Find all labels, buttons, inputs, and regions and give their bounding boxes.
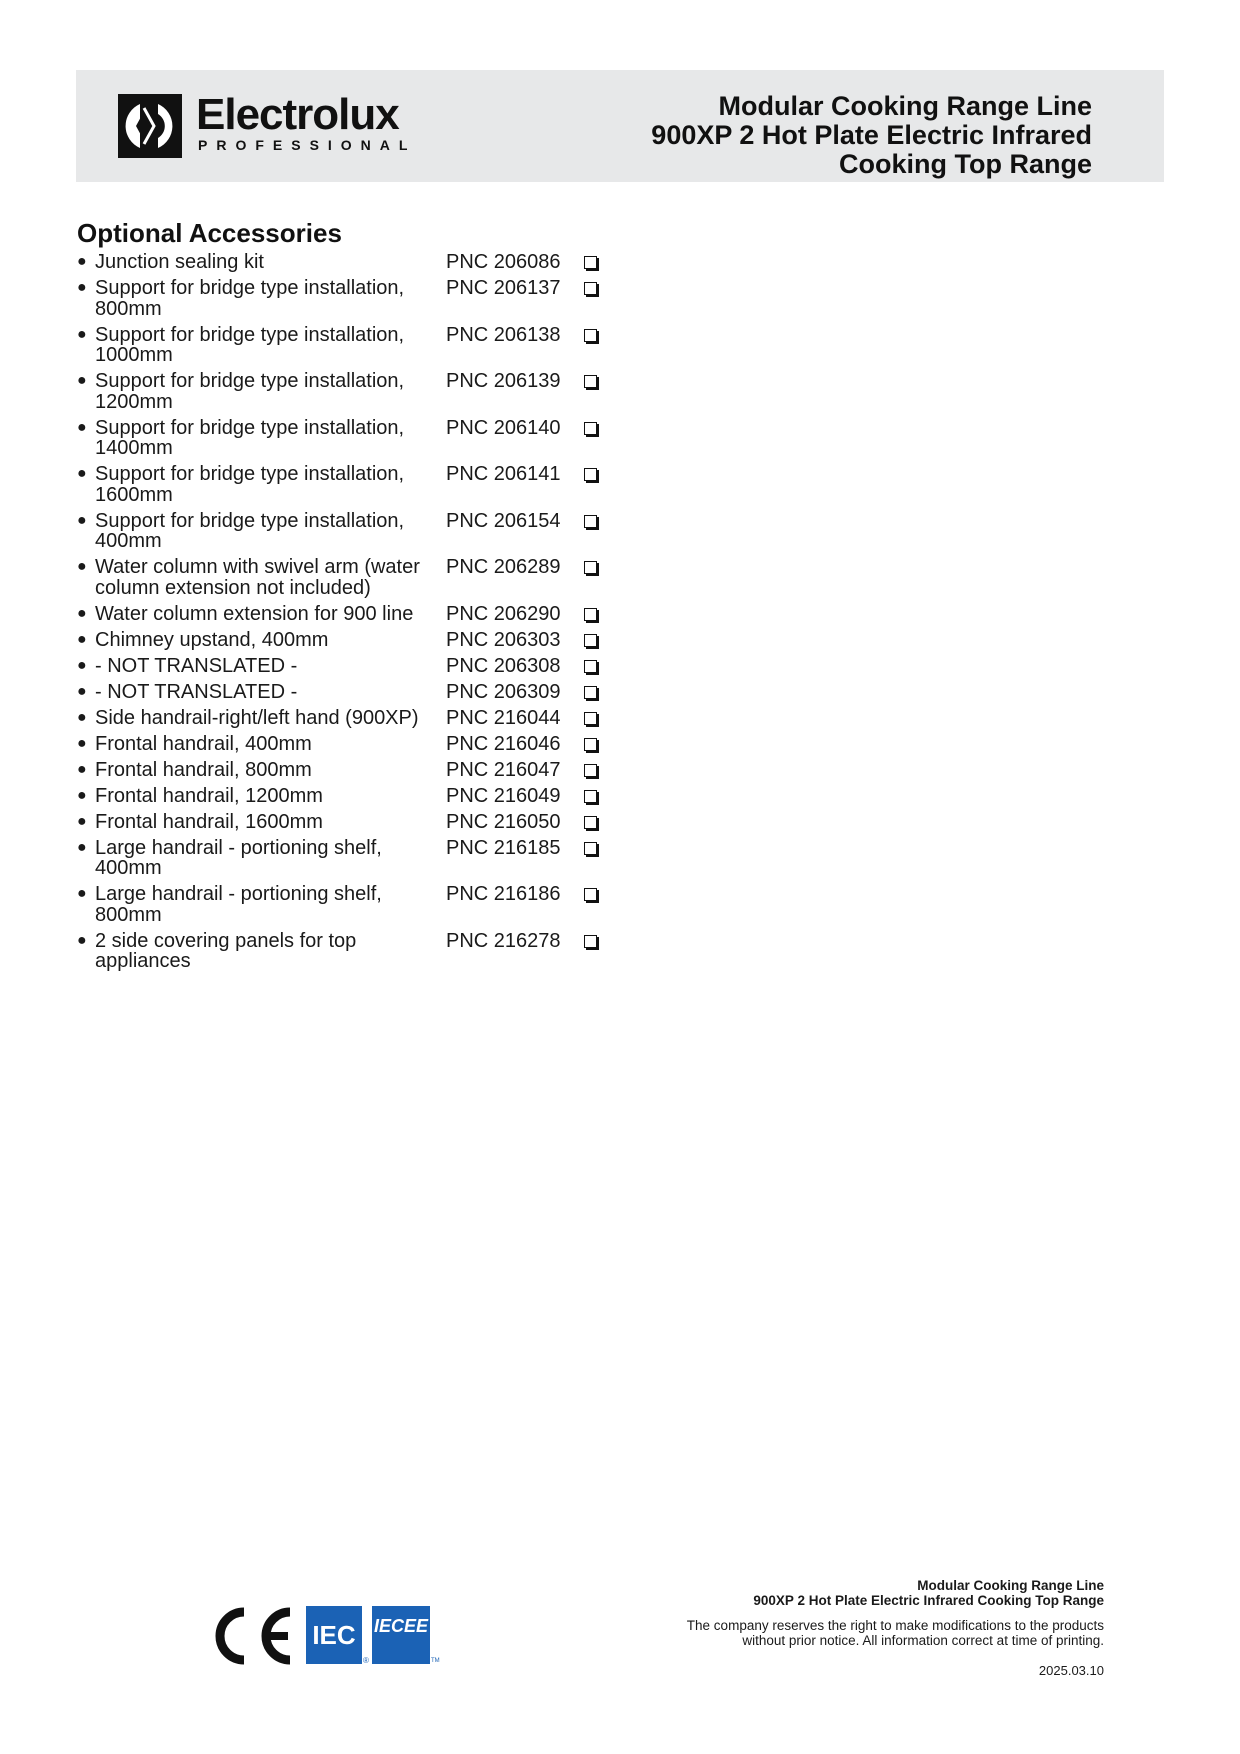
accessory-name: Support for bridge type installation, 400mm (95, 509, 405, 552)
accessory-row (77, 464, 617, 505)
accessory-name: Frontal handrail, 1600mm (95, 810, 323, 833)
accessory-row (77, 760, 617, 781)
checkbox-icon[interactable] (584, 468, 597, 481)
accessory-pnc: PNC 206303 (446, 628, 561, 651)
accessory-name: Frontal handrail, 400mm (95, 732, 312, 755)
accessory-pnc: PNC 216044 (446, 706, 561, 729)
bullet-icon: ● (77, 734, 87, 752)
accessory-row (77, 931, 617, 972)
accessory-pnc: PNC 206138 (446, 323, 561, 346)
bullet-icon: ● (77, 656, 87, 674)
checkbox-icon[interactable] (584, 790, 597, 803)
footer-note-line: The company reserves the right to make modifications to the products (686, 1618, 1104, 1633)
accessory-row (77, 371, 617, 412)
brand-sub: PROFESSIONAL (198, 137, 417, 153)
accessory-pnc: PNC 216278 (446, 929, 561, 952)
checkbox-icon[interactable] (584, 935, 597, 948)
accessory-name: 2 side covering panels for top appliances (95, 929, 357, 972)
checkbox-icon[interactable] (584, 561, 597, 574)
accessories-list (77, 252, 617, 977)
accessory-row (77, 708, 617, 729)
accessory-name: - NOT TRANSLATED - (95, 680, 298, 703)
accessory-name: Frontal handrail, 1200mm (95, 784, 323, 807)
accessory-row (77, 682, 617, 703)
checkbox-icon[interactable] (584, 282, 597, 295)
accessory-row (77, 656, 617, 677)
bullet-icon: ● (77, 812, 87, 830)
footer-title-line: Modular Cooking Range Line (917, 1578, 1104, 1593)
accessory-row (77, 557, 617, 598)
bullet-icon: ● (77, 760, 87, 778)
accessory-row (77, 786, 617, 807)
bullet-icon: ● (77, 838, 87, 856)
accessory-pnc: PNC 206086 (446, 251, 561, 273)
accessory-row (77, 838, 617, 879)
title-line: Modular Cooking Range Line (718, 91, 1092, 121)
accessory-row (77, 278, 617, 319)
checkbox-icon[interactable] (584, 738, 597, 751)
checkbox-icon[interactable] (584, 256, 597, 269)
checkbox-icon[interactable] (584, 515, 597, 528)
header-banner (76, 70, 1164, 182)
accessory-name: Frontal handrail, 800mm (95, 758, 312, 781)
ce-mark-icon (206, 1604, 296, 1668)
accessory-pnc: PNC 206154 (446, 509, 561, 532)
certification-logos (206, 1604, 446, 1668)
accessory-name: Chimney upstand, 400mm (95, 628, 329, 651)
bullet-icon: ● (77, 786, 87, 804)
accessory-name: Large handrail - portioning shelf, 400mm (95, 836, 382, 879)
bullet-icon: ● (77, 372, 87, 389)
bullet-icon: ● (77, 708, 87, 726)
accessory-row (77, 604, 617, 625)
accessory-name: Large handrail - portioning shelf, 800mm (95, 883, 382, 926)
accessory-row (77, 325, 617, 366)
accessory-pnc: PNC 216046 (446, 732, 561, 755)
registered-mark: ® (363, 1656, 369, 1665)
accessory-row (77, 418, 617, 459)
accessory-pnc: PNC 206139 (446, 370, 561, 392)
accessory-name: Side handrail-right/left hand (900XP) (95, 706, 419, 729)
bullet-icon: ● (77, 630, 87, 648)
accessory-row (77, 511, 617, 552)
accessory-row (77, 252, 617, 273)
footer-disclaimer (687, 1618, 1104, 1648)
checkbox-icon[interactable] (584, 634, 597, 647)
accessory-row (77, 884, 617, 925)
accessory-name: Support for bridge type installation, 1400mm (95, 416, 405, 459)
bullet-icon: ● (77, 279, 87, 296)
accessory-name: Support for bridge type installation, 1200mm (95, 370, 405, 413)
checkbox-icon[interactable] (584, 764, 597, 777)
footer-date: 2025.03.10 (1038, 1663, 1104, 1678)
checkbox-icon[interactable] (584, 842, 597, 855)
bullet-icon: ● (77, 885, 87, 902)
checkbox-icon[interactable] (584, 816, 597, 829)
brand-name: Electrolux (196, 90, 399, 139)
bullet-icon: ● (77, 931, 87, 949)
title-line: 900XP 2 Hot Plate Electric Infrared (651, 120, 1092, 150)
accessory-row (77, 630, 617, 651)
accessory-pnc: PNC 216049 (446, 784, 561, 807)
accessory-name: Water column with swivel arm (water column extension not included) (95, 556, 420, 599)
accessory-row (77, 734, 617, 755)
title-line: Cooking Top Range (839, 149, 1092, 179)
electrolux-logo-icon (118, 94, 182, 158)
checkbox-icon[interactable] (584, 686, 597, 699)
bullet-icon: ● (77, 418, 87, 436)
bullet-icon: ● (77, 682, 87, 700)
accessory-pnc: PNC 206309 (446, 680, 561, 703)
accessory-name: Support for bridge type installation, 1600mm (95, 463, 405, 506)
checkbox-icon[interactable] (584, 375, 597, 388)
accessory-row (77, 812, 617, 833)
checkbox-icon[interactable] (584, 608, 597, 621)
accessory-name: Support for bridge type installation, 800mm (95, 277, 405, 320)
checkbox-icon[interactable] (584, 712, 597, 725)
accessory-pnc: PNC 216186 (446, 883, 561, 905)
section-title: Optional Accessories (77, 218, 342, 248)
accessory-pnc: PNC 206290 (446, 602, 561, 625)
checkbox-icon[interactable] (584, 422, 597, 435)
iecee-logo: IECEE (372, 1606, 430, 1664)
accessory-pnc: PNC 216050 (446, 810, 561, 833)
accessory-pnc: PNC 206140 (446, 416, 561, 439)
accessory-pnc: PNC 206308 (446, 654, 561, 677)
accessory-pnc: PNC 206137 (446, 277, 561, 299)
checkbox-icon[interactable] (584, 888, 597, 901)
accessory-pnc: PNC 206141 (446, 463, 561, 485)
bullet-icon: ● (77, 253, 87, 270)
accessory-name: Support for bridge type installation, 1000mm (95, 323, 405, 366)
iec-logo: IEC (306, 1606, 362, 1664)
trademark-mark: TM (431, 1658, 440, 1664)
accessory-name: Water column extension for 900 line (95, 602, 414, 625)
accessory-pnc: PNC 216047 (446, 758, 561, 781)
footer-note-line: without prior notice. All information correct at time of printing. (742, 1633, 1104, 1648)
accessory-pnc: PNC 216185 (446, 836, 561, 859)
footer-title-line: 900XP 2 Hot Plate Electric Infrared Cooking Top Range (753, 1593, 1104, 1608)
accessory-pnc: PNC 206289 (446, 556, 561, 578)
accessory-name: - NOT TRANSLATED - (95, 654, 298, 677)
bullet-icon: ● (77, 465, 87, 482)
accessory-name: Junction sealing kit (95, 251, 264, 273)
checkbox-icon[interactable] (584, 329, 597, 342)
bullet-icon: ● (77, 325, 87, 343)
electrolux-logo (118, 90, 438, 160)
footer (687, 1578, 1104, 1678)
bullet-icon: ● (77, 558, 87, 575)
page-title (651, 92, 1092, 179)
bullet-icon: ● (77, 604, 87, 622)
checkbox-icon[interactable] (584, 660, 597, 673)
bullet-icon: ● (77, 511, 87, 529)
